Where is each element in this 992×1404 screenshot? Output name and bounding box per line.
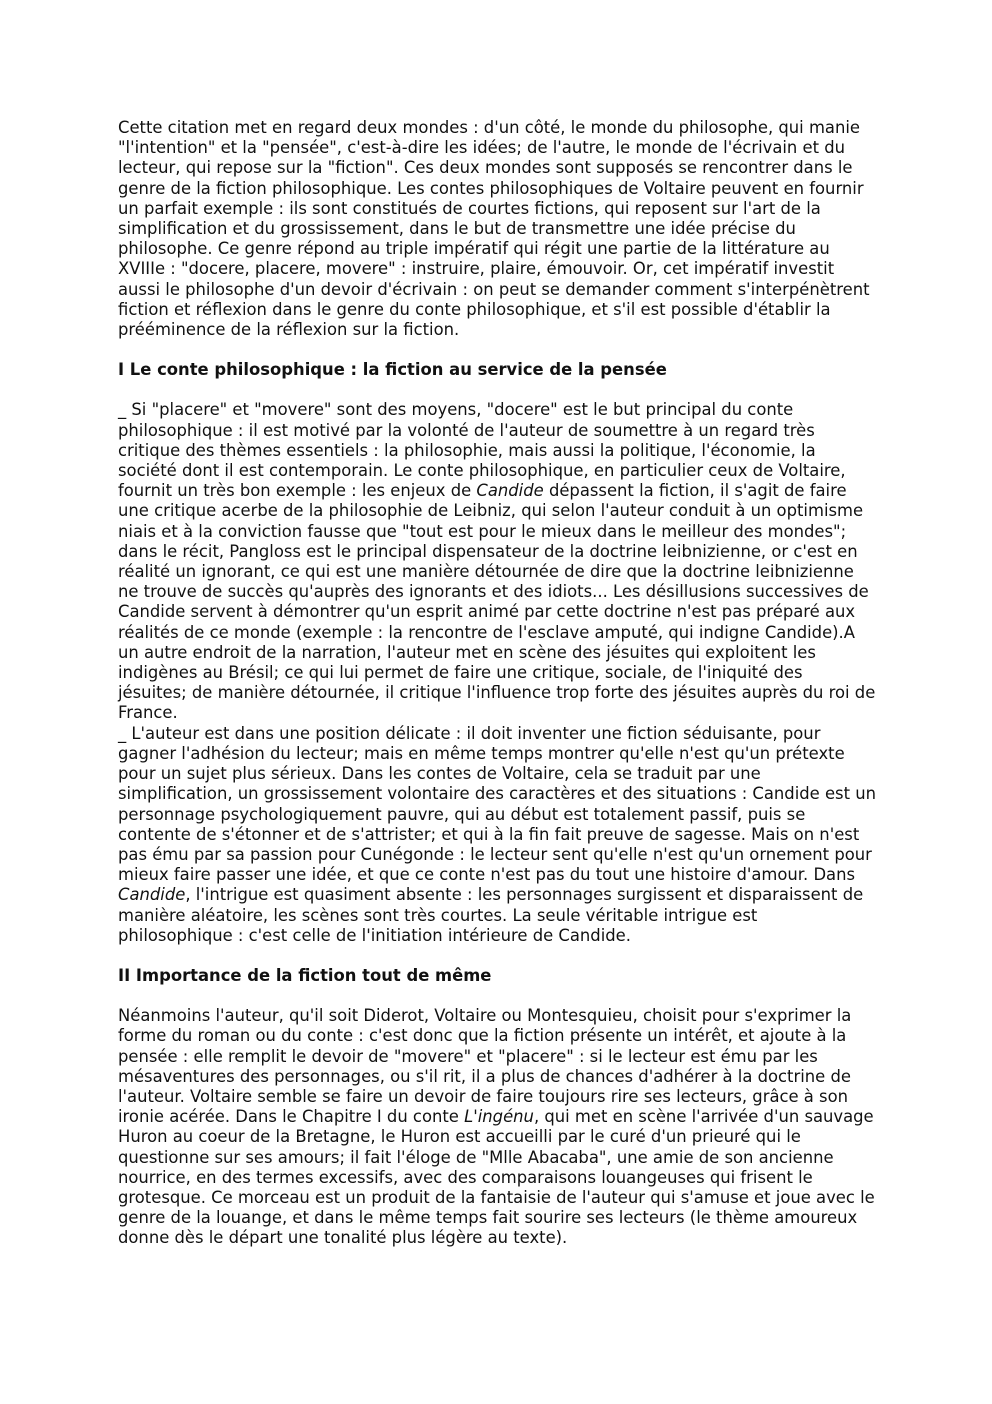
- section-2-paragraph-1-text-a: Néanmoins l'auteur, qu'il soit Diderot, Voltaire ou Montesquieu, choisit pour s'exprimer la forme du roman ou du conte : c'est donc que la fiction présente un intérêt, et ajoute à la pensée : elle remplit le devoir de "movere" et "placere" : si le lecteur est ému par les mésaventures des personnages, ou s'il rit, il a plus de chances d'adhérer à la doctrine de l'auteur. Voltaire semble se faire un devoir de faire toujours rire ses lecteurs, grâce à son ironie acérée. Dans le Chapitre I du conte: [118, 1006, 852, 1127]
- section-1-paragraph-1-text-a: _ Si "placere" et "movere" sont des moyens, "docere" est le but principal du conte philosophique : il est motivé par la volonté de l'auteur de soumettre à un regard très critique des thèmes essentiels : la philosophie, mais aussi la politique, l'économie, la société dont il est contemporain. Le conte philosophique, en particulier ceux de Voltaire, fournit un très bon exemple : les enjeux de: [118, 400, 846, 501]
- section-1-paragraph-2: [118, 724, 876, 946]
- section-1-heading: I Le conte philosophique : la fiction au service de la pensée: [118, 360, 667, 380]
- candide-title-italic: Candide: [476, 481, 544, 501]
- section-1-paragraph-2-text-a: _ L'auteur est dans une position délicate : il doit inventer une fiction séduisante, pour gagner l'adhésion du lecteur; mais en même temps montrer qu'elle n'est qu'un prétexte pour un sujet plus sérieux. Dans les contes de Voltaire, cela se traduit par une simplification, un grossissement volontaire des caractères et des situations : Candide est un personnage psychologiquement pauvre, qui au début est totalement passif, puis se contente de s'étonner et de s'attrister; et qui à la fin fait preuve de sagesse. Mais on n'est pas ému par sa passion pour Cunégonde : le lecteur sent qu'elle n'est qu'un ornement pour mieux faire passer une idée, et que ce conte n'est pas du tout une histoire d'amour. Dans: [118, 723, 877, 885]
- section-2-paragraph-1: [118, 1006, 876, 1248]
- lingenu-title-italic: L'ingénu: [464, 1107, 534, 1127]
- intro-paragraph: Cette citation met en regard deux mondes : d'un côté, le monde du philosophe, qui manie "l'intention" et la "pensée", c'est-à-dire les idées; de l'autre, le monde de l'écrivain et du lecteur, qui repose sur la "fiction". Ces deux mondes sont supposés se rencontrer dans le genre de la fiction philosophique. Les contes philosophiques de Voltaire peuvent en fournir un parfait exemple : ils sont constitués de courtes fictions, qui reposent sur l'art de la simplification et du grossissement, dans le but de transmettre une idée précise du philosophe. Ce genre répond au triple impératif qui régit une partie de la littérature au XVIIIe : "docere, placere, movere" : instruire, plaire, émouvoir. Or, cet impératif investit aussi le philosophe d'un devoir d'écrivain : on peut se demander comment s'interpénètrent fiction et réflexion dans le genre du conte philosophique, et s'il est possible d'établir la prééminence de la réflexion sur la fiction.: [118, 118, 870, 340]
- section-2-heading: II Importance de la fiction tout de même: [118, 965, 492, 985]
- section-1-paragraph-1: [118, 400, 876, 723]
- section-1-paragraph-1-text-b: dépassent la fiction, il s'agit de faire une critique acerbe de la philosophie de Leibniz, qui selon l'auteur conduit à un optimisme niais et à la conviction fausse que "tout est pour le mieux dans le meilleur des mondes"; dans le récit, Pangloss est le principal dispensateur de la doctrine leibnizienne, or c'est en réalité un ignorant, ce qui est une manière détournée de dire que la doctrine leibnizienne ne trouve de succès qu'auprès des ignorants et des idiots... Les désillusions successives de Candide servent à démontrer qu'un esprit animé par cette doctrine n'est pas préparé aux réalités de ce monde (exemple : la rencontre de l'esclave amputé, qui indigne Candide).A un autre endroit de la narration, l'auteur met en scène des jésuites qui exploitent les indigènes au Brésil; ce qui lui permet de faire une critique, sociale, de l'iniquité des jésuites; de manière détournée, il critique l'influence trop forte des jésuites auprès du roi de France.: [118, 481, 876, 723]
- section-2-paragraph-1-text-b: , qui met en scène l'arrivée d'un sauvage Huron au coeur de la Bretagne, le Huron est accueilli par le curé d'un prieuré qui le questionne sur ses amours; il fait l'éloge de "Mlle Abacaba", une amie de son ancienne nourrice, en des termes excessifs, avec des comparaisons louangeuses qui frisent le grotesque. Ce morceau est un produit de la fantaisie de l'auteur qui s'amuse et joue avec le genre de la louange, et dans le même temps fait sourire ses lecteurs (le thème amoureux donne dès le départ une tonalité plus légère au texte).: [118, 1107, 875, 1248]
- section-1-paragraph-2-text-b: , l'intrigue est quasiment absente : les personnages surgissent et disparaissent de manière aléatoire, les scènes sont très courtes. La seule véritable intrigue est philosophique : c'est celle de l'initiation intérieure de Candide.: [118, 885, 864, 945]
- candide-title-italic-2: Candide: [118, 885, 186, 905]
